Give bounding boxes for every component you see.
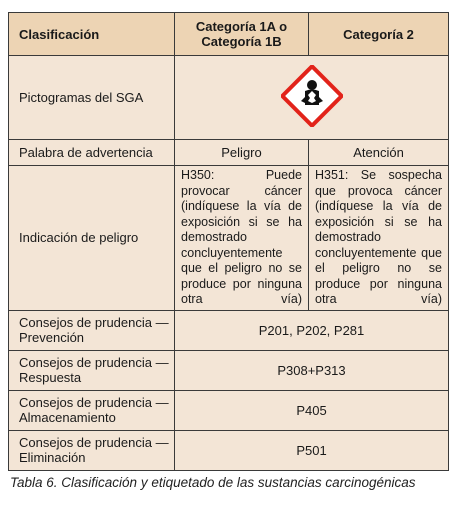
value-eliminacion: P501 [175, 430, 449, 470]
indicacion-cat1: H350: Puede provocar cáncer (indíquese la vía de exposición si se ha demostrado concluyentemente que el peligro no se produce por ninguna otra vía) [175, 166, 309, 311]
label-respuesta: Consejos de prudencia — Respuesta [9, 350, 175, 390]
row-pictogramas [9, 56, 449, 140]
palabra-cat1: Peligro [175, 140, 309, 166]
row-almacenamiento [9, 390, 449, 430]
row-indicacion-peligro [9, 166, 449, 311]
label-prevencion: Consejos de prudencia — Prevención [9, 310, 175, 350]
classification-table [8, 12, 449, 471]
label-eliminacion: Consejos de prudencia — Eliminación [9, 430, 175, 470]
label-pictogramas: Pictogramas del SGA [9, 56, 175, 140]
row-palabra-advertencia [9, 140, 449, 166]
label-almacenamiento: Consejos de prudencia — Almacenamiento [9, 390, 175, 430]
header-categoria-2: Categoría 2 [309, 13, 449, 56]
row-prevencion [9, 310, 449, 350]
classification-table-container [8, 12, 448, 471]
palabra-cat2: Atención [309, 140, 449, 166]
indicacion-cat2: H351: Se sospecha que provoca cáncer (indíquese la vía de exposición si se ha demostrado concluyentemente que el peligro no se produce por ninguna otra vía) [309, 166, 449, 311]
label-indicacion-peligro: Indicación de peligro [9, 166, 175, 311]
table-caption: Tabla 6. Clasificación y etiquetado de las sustancias carcinogénicas [10, 475, 416, 490]
value-almacenamiento: P405 [175, 390, 449, 430]
table-header-row [9, 13, 449, 56]
row-respuesta [9, 350, 449, 390]
header-clasificacion: Clasificación [9, 13, 175, 56]
label-palabra-advertencia: Palabra de advertencia [9, 140, 175, 166]
ghs-health-hazard-icon [281, 65, 343, 130]
header-categoria-1: Categoría 1A o Categoría 1B [175, 13, 309, 56]
value-prevencion: P201, P202, P281 [175, 310, 449, 350]
value-respuesta: P308+P313 [175, 350, 449, 390]
pictogram-cell [175, 56, 449, 140]
row-eliminacion [9, 430, 449, 470]
